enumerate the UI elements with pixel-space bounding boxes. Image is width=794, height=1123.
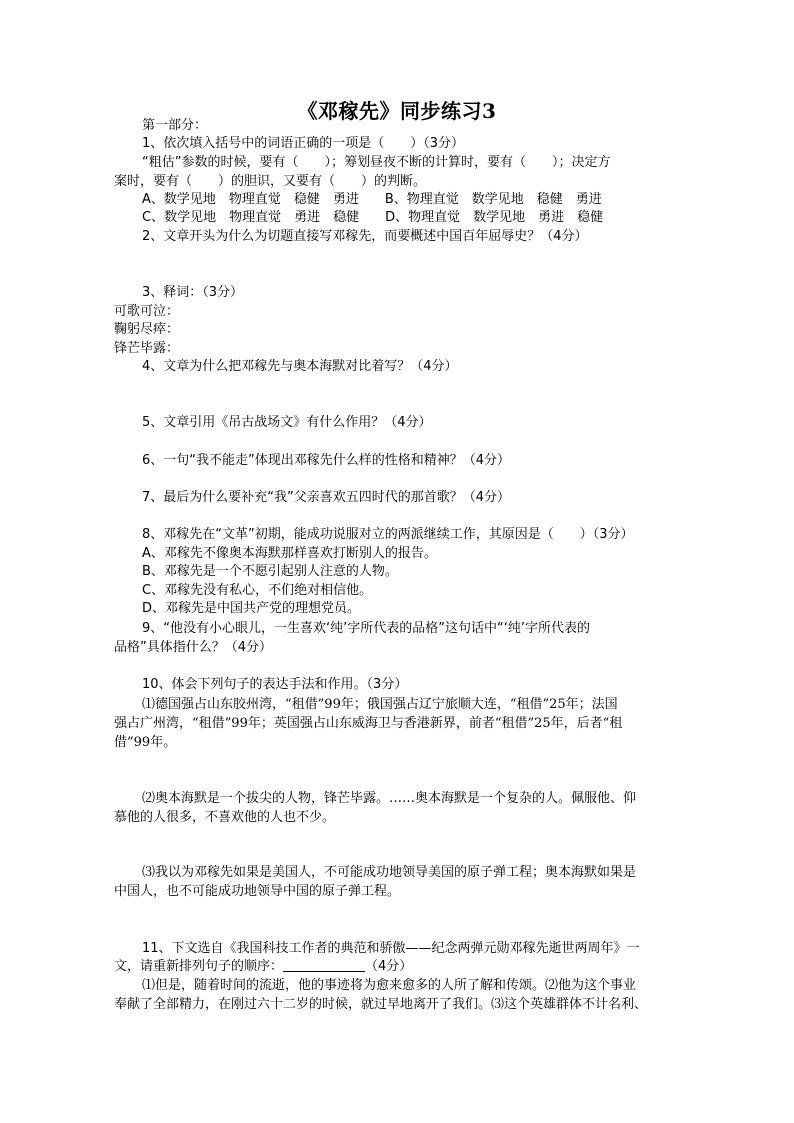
q9-line2: 品格”具体指什么？（4分） xyxy=(114,640,273,655)
q10-s1-line2: 强占广州湾，“租借”99年；英国强占山东威海卫与香港新界，前者“租借”25年，后者“租 xyxy=(114,716,623,731)
q11-passage-line2: 奉献了全部精力，在刚过六十二岁的时候，就过早地离开了我们。⑶这个英雄群体不计名利、 xyxy=(114,997,648,1012)
q1-text-line1: “粗估”参数的时候，要有（ ）；筹划昼夜不断的计算时，要有（ ）；决定方 xyxy=(142,155,611,170)
q11-line2-suffix: （4分） xyxy=(365,959,413,974)
q1-options-cd: C、数学见地 物理直觉 勇进 稳健 D、物理直觉 数学见地 勇进 稳健 xyxy=(142,210,604,225)
q10-s1-line3: 借”99年。 xyxy=(114,735,177,750)
q11-line2 xyxy=(114,958,412,976)
part-label: 第一部分： xyxy=(142,118,208,133)
q10-s1-line1: ⑴德国强占山东胶州湾，“租借”99年；俄国强占辽宁旅顺大连，“租借”25年；法国 xyxy=(142,697,618,712)
q6-stem: 6、一句“我不能走”体现出邓稼先什么样的性格和精神？（4分） xyxy=(142,453,511,468)
q11-line1: 11、下文选自《我国科技工作者的典范和骄傲——纪念两弹元勋邓稼先逝世两周年》一 xyxy=(142,941,640,956)
q2-stem: 2、文章开头为什么为切题直接写邓稼先，而要概述中国百年屈辱史？（4分） xyxy=(142,229,588,244)
q9-line1: 9、“他没有小心眼儿，一生喜欢‘纯’字所代表的品格”这句话中“‘纯’字所代表的 xyxy=(142,621,591,636)
q3-word-3: 锋芒毕露： xyxy=(114,341,180,356)
q1-stem: 1、依次填入括号中的词语正确的一项是（ ）（3分） xyxy=(142,136,465,151)
q11-line2-prefix: 文，请重新排列句子的顺序： xyxy=(114,959,284,974)
q1-options-ab: A、数学见地 物理直觉 稳健 勇进 B、物理直觉 数学见地 稳健 勇进 xyxy=(142,192,602,207)
q8-option-b: B、邓稼先是一个不愿引起别人注意的人物。 xyxy=(142,564,398,579)
q8-option-d: D、邓稼先是中国共产党的理想党员。 xyxy=(142,601,361,616)
q8-option-c: C、邓稼先没有私心，不们绝对相信他。 xyxy=(142,583,373,598)
q4-stem: 4、文章为什么把邓稼先与奥本海默对比着写？（4分） xyxy=(142,359,458,374)
q11-passage-line1: ⑴但是，随着时间的流逝，他的事迹将为愈来愈多的人所了解和传颂。⑵他为这个事业 xyxy=(142,978,637,993)
q1-text-line2: 案时，要有（ ）的胆识，又要有（ ）的判断。 xyxy=(114,174,427,189)
q10-s3-line2: 中国人，也不可能成功地领导中国的原子弹工程。 xyxy=(114,884,401,899)
q7-stem: 7、最后为什么要补充“我”父亲喜欢五四时代的那首歌？（4分） xyxy=(142,490,511,505)
q10-s3-line1: ⑶我以为邓稼先如果是美国人，不可能成功地领导美国的原子弹工程；奥本海默如果是 xyxy=(142,865,637,880)
q8-option-a: A、邓稼先不像奥本海默那样喜欢打断别人的报告。 xyxy=(142,546,437,561)
q10-s2-line2: 慕他的人很多，不喜欢他的人也不少。 xyxy=(114,810,336,825)
page-title: 《邓稼先》同步练习3 xyxy=(297,99,497,123)
q3-stem: 3、释词：（3分） xyxy=(142,285,244,300)
q3-word-1: 可歌可泣： xyxy=(114,304,180,319)
q3-word-2: 鞠躬尽瘁： xyxy=(114,322,180,337)
q10-s2-line1: ⑵奥本海默是一个拔尖的人物，锋芒毕露。……奥本海默是一个复杂的人。佩服他、仰 xyxy=(142,791,637,806)
q8-stem: 8、邓稼先在“文革”初期，能成功说服对立的两派继续工作，其原因是（ ）（3分） xyxy=(142,527,634,542)
q5-stem: 5、文章引用《吊古战场文》有什么作用？（4分） xyxy=(142,415,432,430)
answer-blank[interactable] xyxy=(283,958,365,972)
q10-stem: 10、体会下列句子的表达手法和作用。（3分） xyxy=(142,677,408,692)
